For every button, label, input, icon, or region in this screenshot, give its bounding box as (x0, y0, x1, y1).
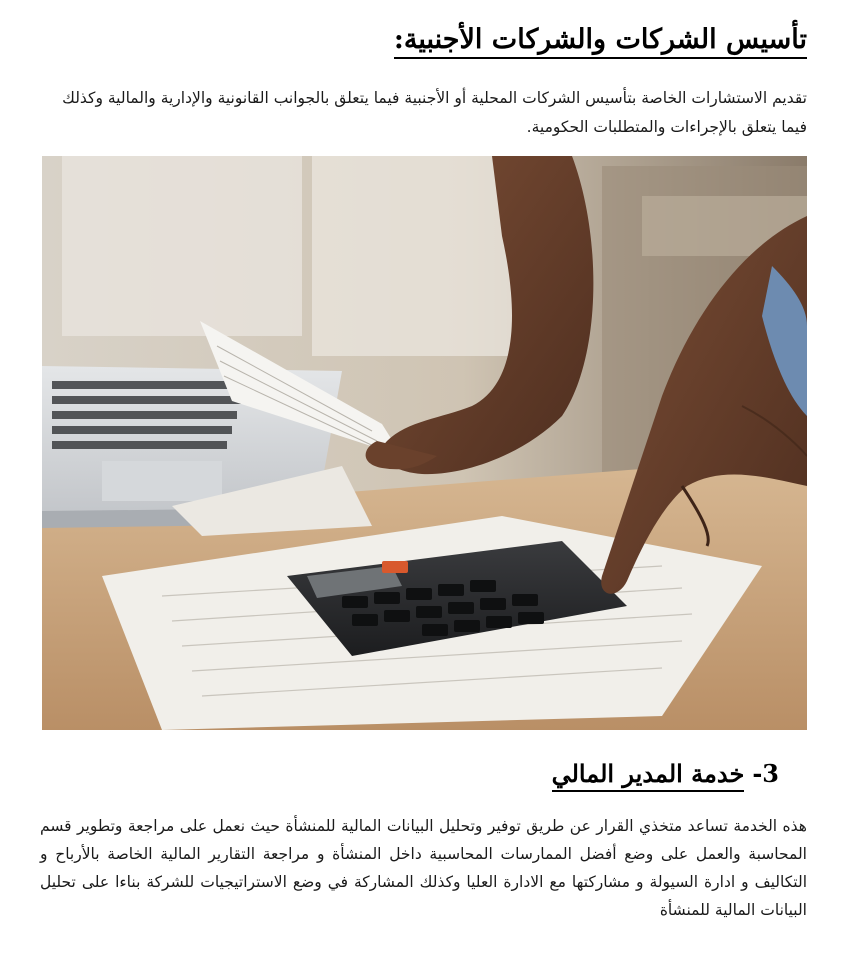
section-title-text: خدمة المدير المالي (552, 759, 745, 792)
section-number: 3- (752, 759, 779, 788)
accounting-photo-illustration (42, 156, 807, 730)
section-body-company-formation: تقديم الاستشارات الخاصة بتأسيس الشركات المحلية أو الأجنبية فيما يتعلق بالجوانب القانونية والإدارية والمالية وكذلك فيما يتعلق بالإجراءات والمتطلبات الحكومية. (62, 89, 807, 136)
section-body-cfo-service: هذه الخدمة تساعد متخذي القرار عن طريق توفير وتحليل البيانات المالية للمنشأة حيث نعمل على مراجعة وتطوير قسم المحاسبة والعمل على وضع أفضل الممارسات المحاسبية داخل المنشأة و مراجعة التقارير المالية الخاصة بالأرباح و التكاليف و ادارة السيولة و مشاركتها مع الادارة العليا وكذلك المشاركة في وضع الاستراتيجيات للشركة بناءا على تحليل البيانات المالية للمنشأة (40, 817, 807, 919)
section-title-text: تأسيس الشركات والشركات الأجنبية: (394, 24, 807, 59)
accounting-photo (42, 156, 807, 730)
section-title-cfo-service (552, 754, 779, 794)
section-title-company-formation (394, 20, 807, 60)
